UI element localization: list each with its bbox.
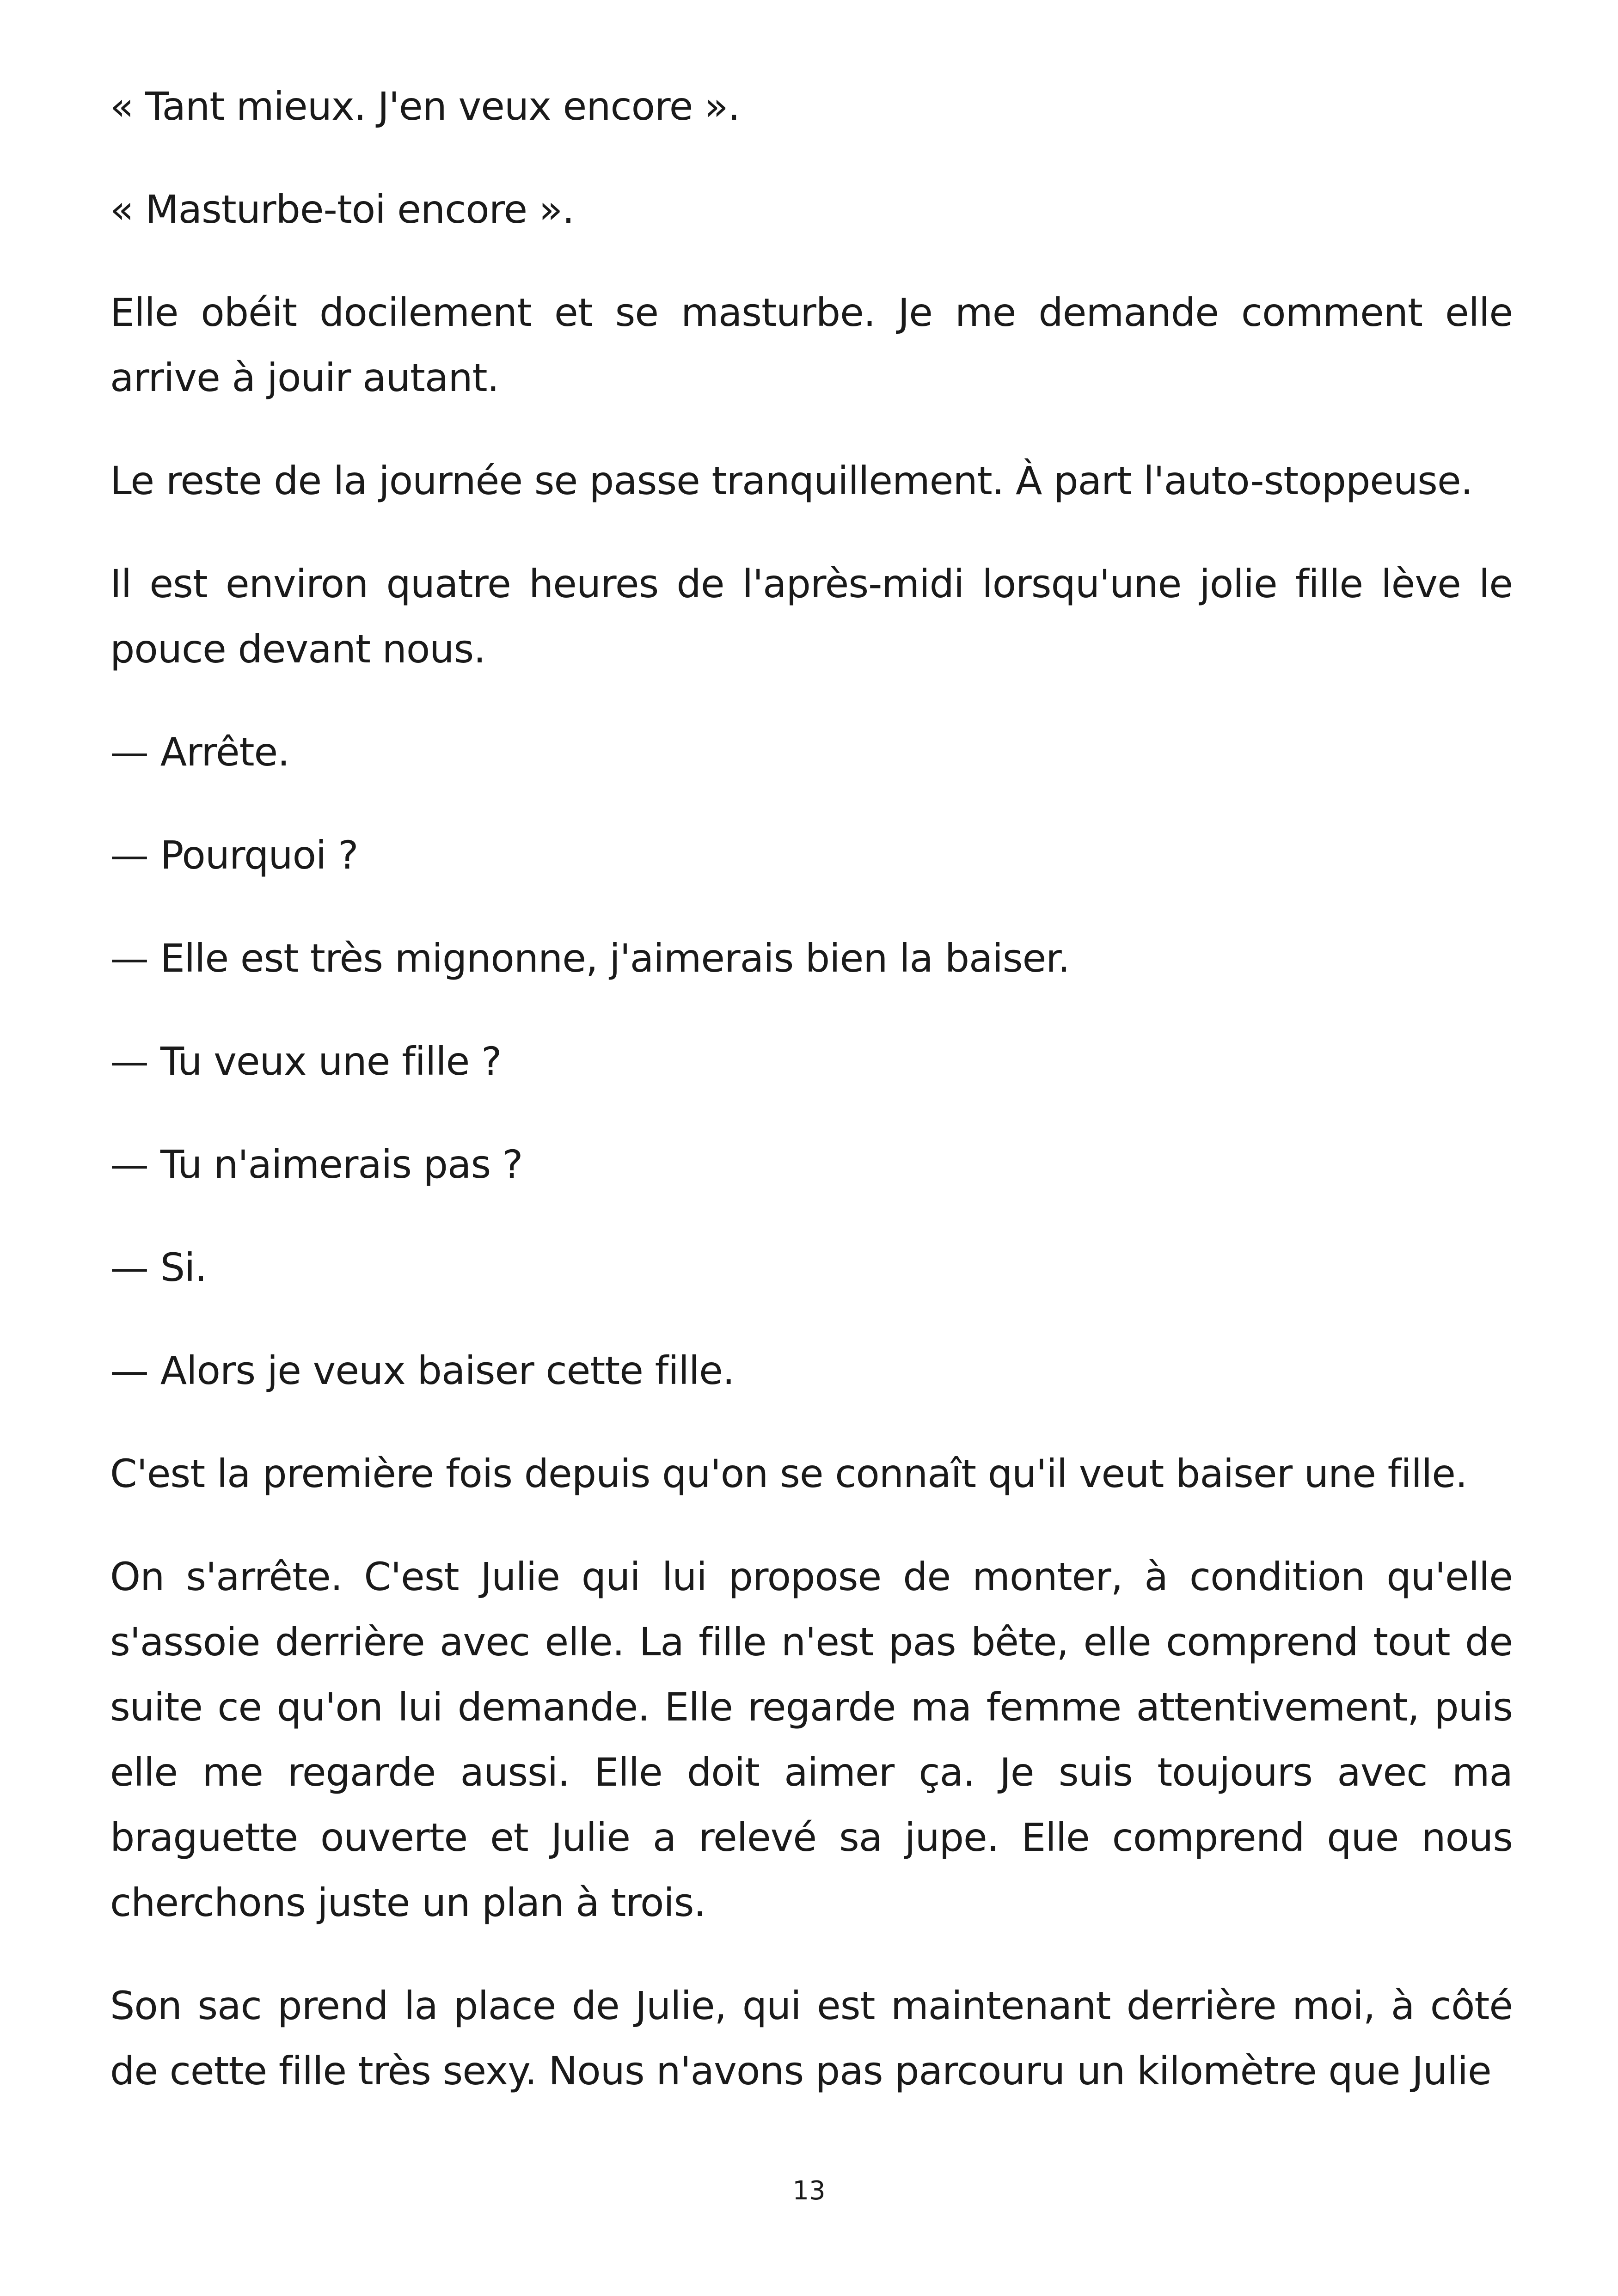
dialogue-line: — Tu n'aimerais pas ? <box>110 1142 523 1187</box>
paragraph: « Masturbe-toi encore ». <box>110 187 574 232</box>
paragraph: On s'arrête. C'est Julie qui lui propose de monter, à condition qu'elle s'assoie derrière avec elle. La fille n'est pas bête, elle comprend tout de suite ce qu'on lui demande. Elle regarde ma femme attentivement, puis elle me regarde aussi. Elle doit aimer ça. Je suis toujours avec ma braguette ouverte et Julie a relevé sa jupe. Elle comprend que nous cherchons juste un plan à trois. <box>110 1554 1513 1925</box>
paragraph: C'est la première fois depuis qu'on se connaît qu'il veut baiser une fille. <box>110 1451 1467 1496</box>
paragraph: Le reste de la journée se passe tranquillement. À part l'auto-stoppeuse. <box>110 458 1473 503</box>
body-text <box>110 74 1513 2104</box>
dialogue-line: — Si. <box>110 1245 207 1290</box>
paragraph: Elle obéit docilement et se masturbe. Je me demande comment elle arrive à jouir autant. <box>110 290 1513 400</box>
dialogue-line: — Elle est très mignonne, j'aimerais bien la baiser. <box>110 936 1070 981</box>
paragraph: « Tant mieux. J'en veux encore ». <box>110 84 740 129</box>
dialogue-line: — Pourquoi ? <box>110 833 358 878</box>
paragraph: Son sac prend la place de Julie, qui est maintenant derrière moi, à côté de cette fille très sexy. Nous n'avons pas parcouru un kilomètre que Julie <box>110 1983 1513 2094</box>
dialogue-line: — Arrête. <box>110 729 289 775</box>
paragraph: Il est environ quatre heures de l'après-midi lorsqu'une jolie fille lève le pouce devant nous. <box>110 561 1513 672</box>
page-number: 13 <box>792 2176 826 2206</box>
dialogue-line: — Tu veux une fille ? <box>110 1039 502 1084</box>
dialogue-line: — Alors je veux baiser cette fille. <box>110 1348 735 1393</box>
